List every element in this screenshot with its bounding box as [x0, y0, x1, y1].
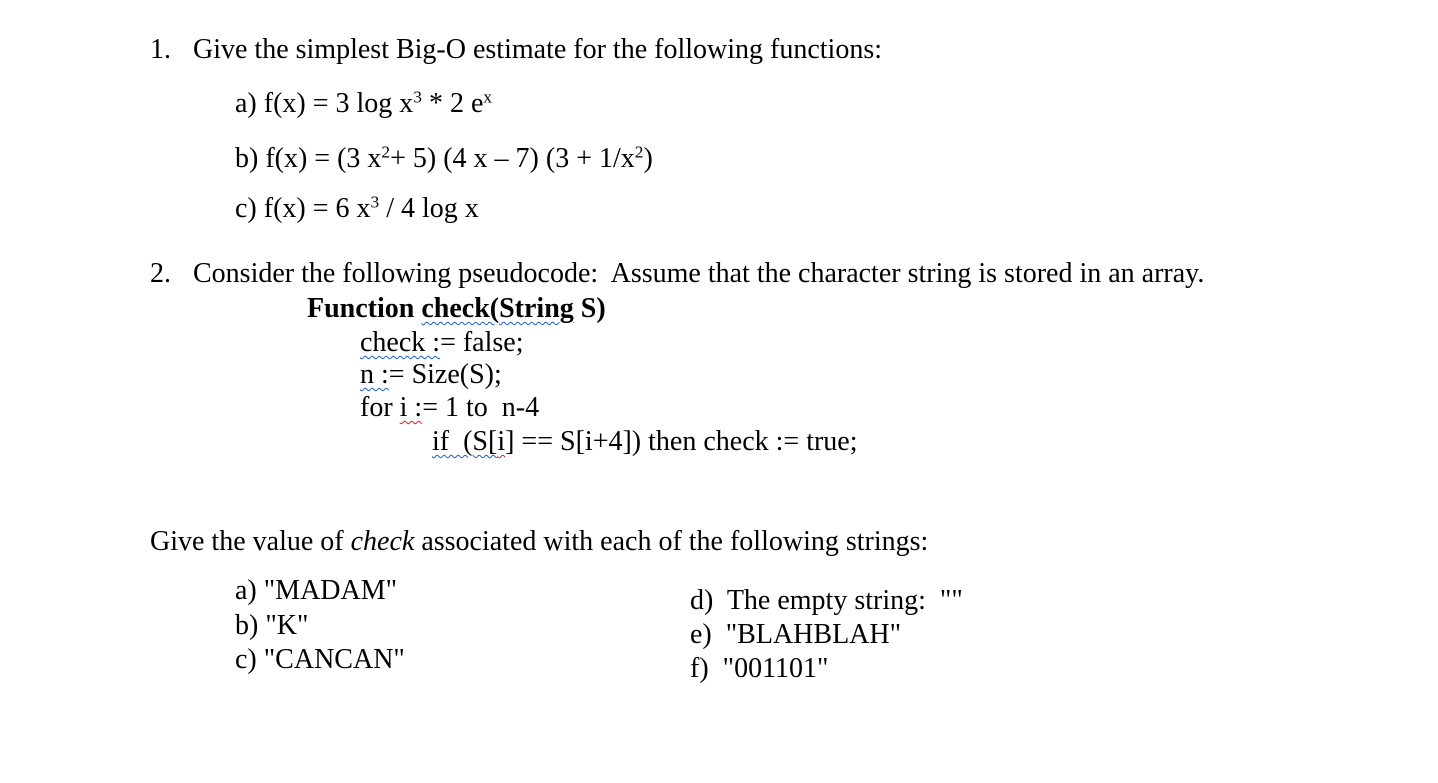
question-2-followup: [150, 528, 928, 556]
q1-item-b: [235, 142, 653, 174]
code-line-for: [360, 394, 539, 422]
q1-item-a-text: a) f(x) = 3 log x: [235, 88, 414, 119]
code-n-var: n :: [360, 359, 389, 390]
q1-item-b-text: b) f(x) = (3 x: [235, 143, 382, 174]
code-check-var: check :: [360, 327, 441, 358]
code-line-size: [360, 361, 502, 389]
followup-post: associated with each of the following strings:: [414, 526, 929, 557]
code-line-check-init: [360, 329, 524, 357]
q1-item-b-end: ): [643, 143, 653, 174]
code-if-condition: if (S[: [432, 426, 498, 457]
followup-pre: Give the value of: [150, 526, 351, 557]
question-2-prompt: Consider the following pseudocode: Assume that the character string is stored in an array.: [193, 258, 1205, 289]
question-1-number: 1.: [150, 34, 171, 65]
followup-var: check: [350, 526, 415, 557]
q1-item-b-exp2: 2: [634, 142, 644, 162]
code-function-keyword: Function: [307, 293, 422, 324]
code-for-range: = 1 to n-4: [422, 392, 540, 423]
q1-item-c-text: c) f(x) = 6 x: [235, 193, 371, 224]
string-item: f) "001101": [690, 653, 829, 684]
code-check-assign: = false;: [440, 327, 524, 358]
code-n-assign: = Size(S);: [388, 359, 502, 390]
code-if-index: i: [497, 426, 506, 457]
q1-item-a-exp2: x: [483, 87, 493, 107]
string-item: c) "CANCAN": [235, 644, 405, 675]
q1-item-b-exp1: 2: [381, 142, 391, 162]
q1-item-c: [235, 192, 479, 224]
q1-item-b-mid: + 5) (4 x – 7) (3 + 1/x: [390, 143, 635, 174]
q1-item-a-mid: * 2 e: [421, 88, 484, 119]
string-item: d) The empty string: "": [690, 585, 963, 616]
code-line-if: [432, 428, 858, 456]
q1-item-a: [235, 87, 493, 119]
string-item: e) "BLAHBLAH": [690, 619, 902, 650]
q1-item-a-exp1: 3: [413, 87, 422, 107]
code-function-param: S): [573, 293, 606, 324]
code-if-rest: ] == S[i+4]) then check := true;: [505, 426, 858, 457]
q1-item-c-exp: 3: [370, 192, 380, 212]
code-function-signature: check(String: [421, 293, 574, 324]
code-for-keyword: for: [360, 392, 400, 423]
code-line-function: [307, 295, 606, 323]
string-item: a) "MADAM": [235, 575, 398, 606]
question-1-prompt: Give the simplest Big-O estimate for the following functions:: [193, 34, 882, 65]
code-for-var: i :: [399, 392, 423, 423]
string-item: b) "K": [235, 610, 309, 641]
question-2-number: 2.: [150, 258, 171, 289]
q1-item-c-end: / 4 log x: [379, 193, 479, 224]
